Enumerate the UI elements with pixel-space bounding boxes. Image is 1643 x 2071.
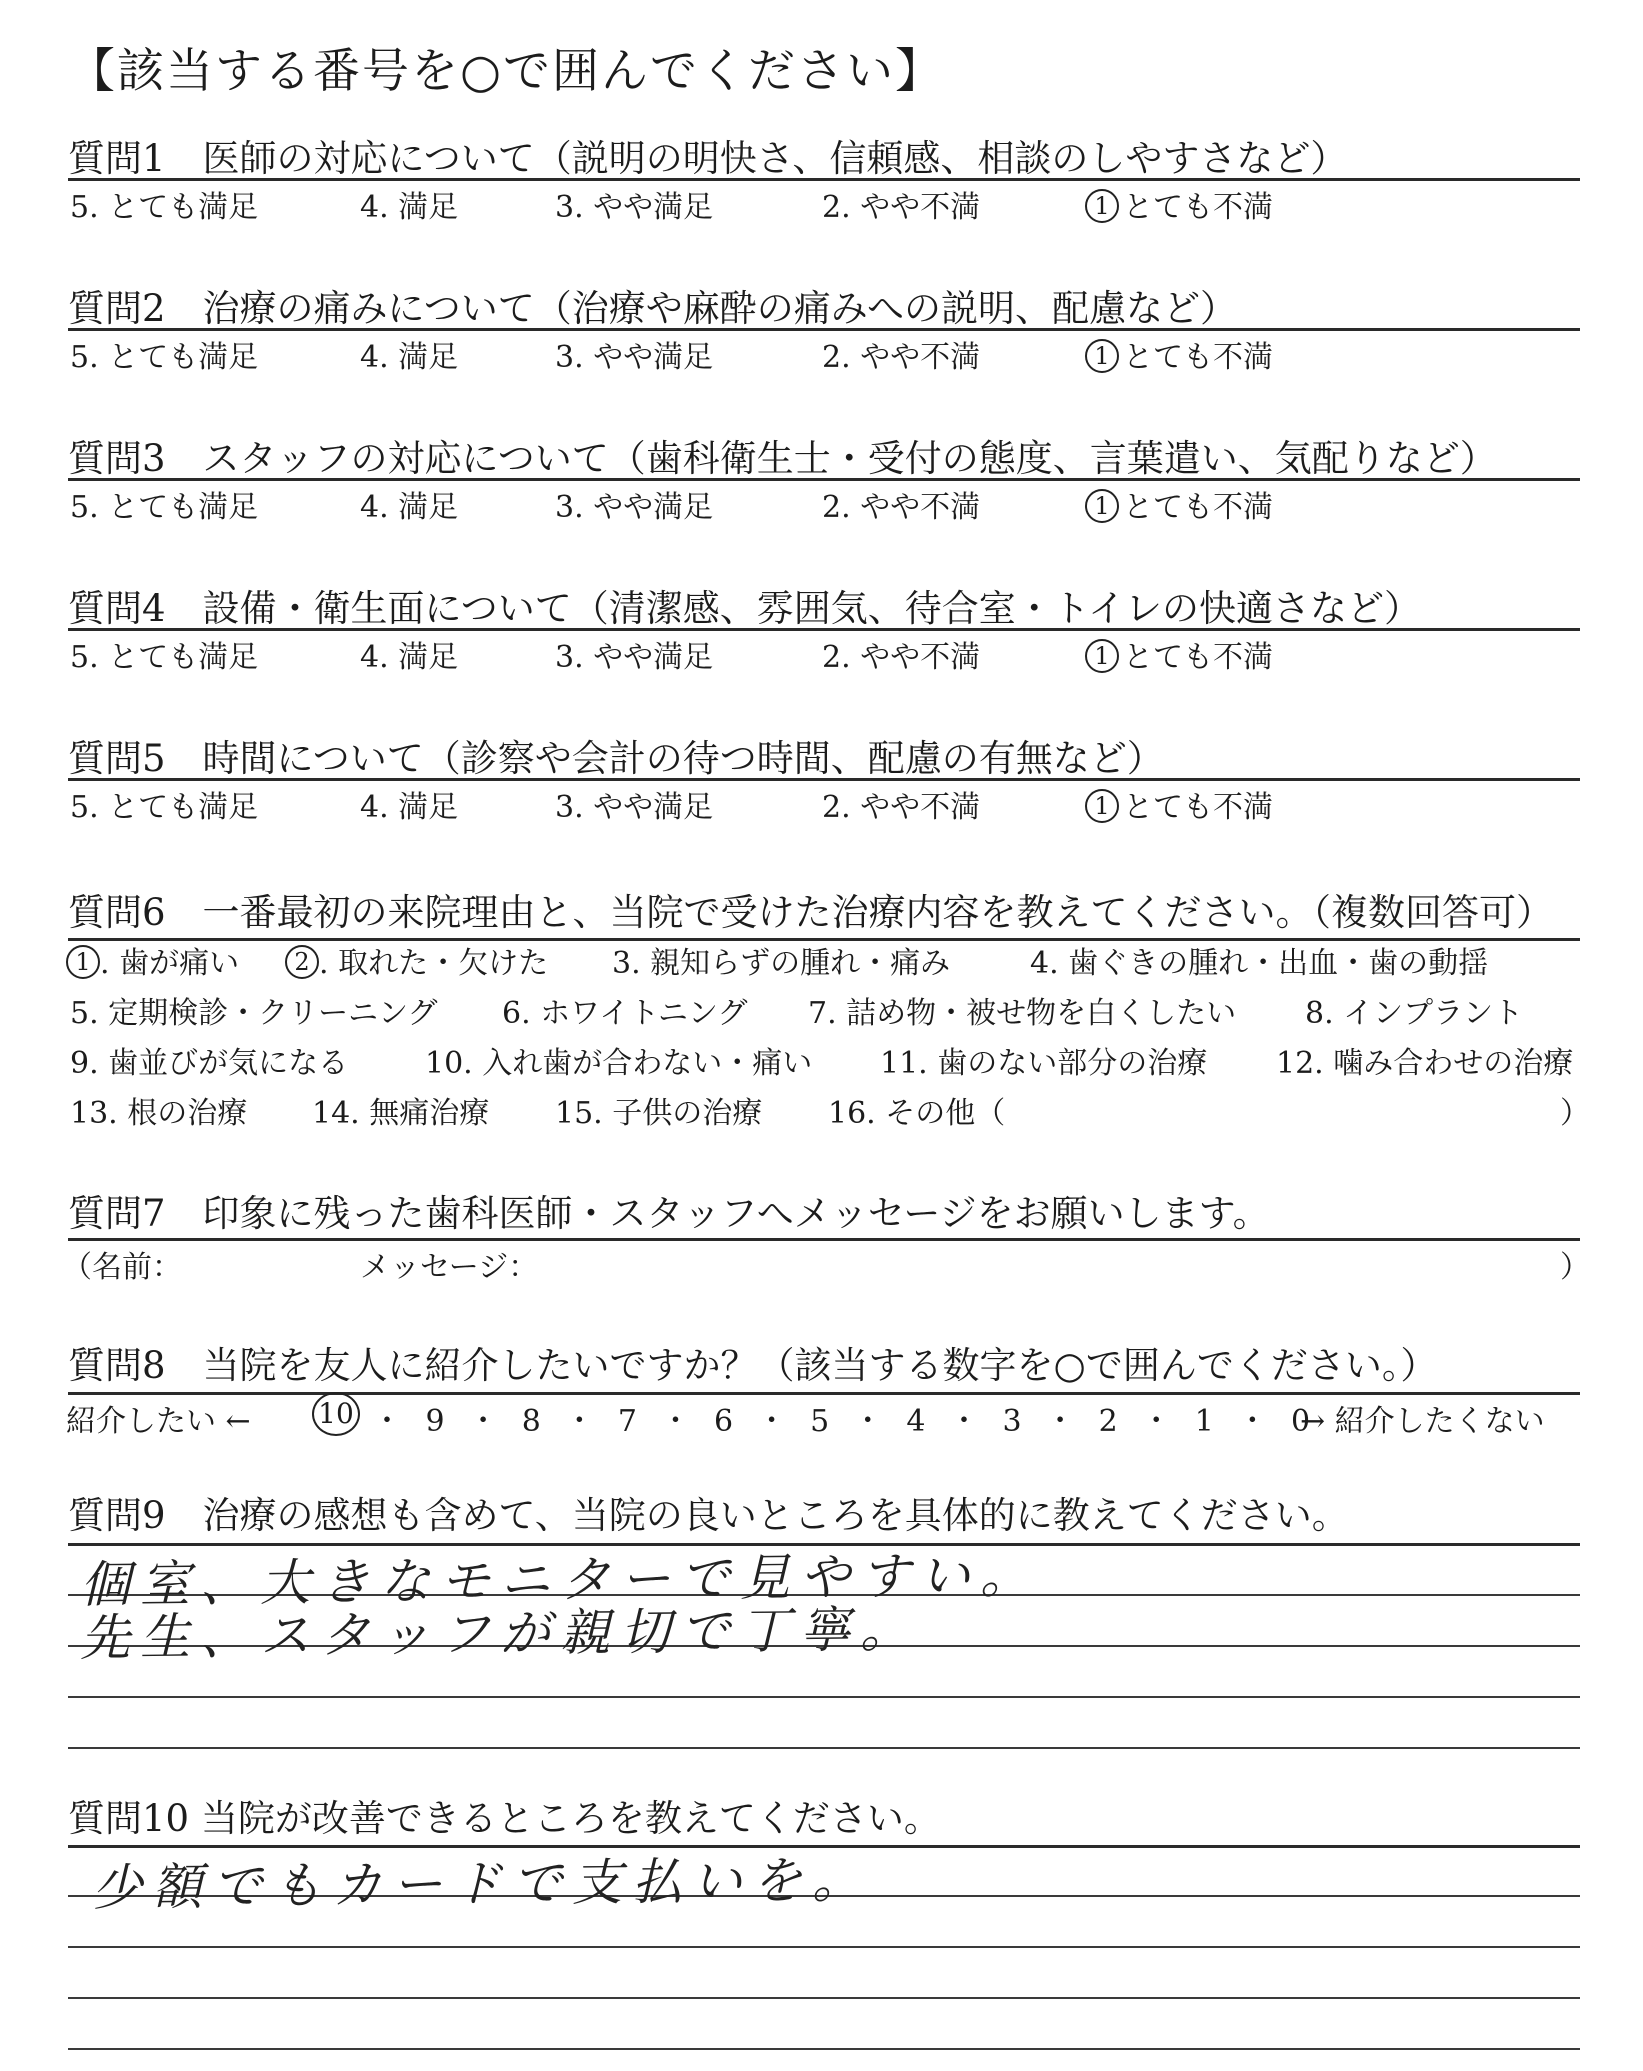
- q5-option-5[interactable]: 5. とても満足: [70, 790, 259, 825]
- q2-heading: 質問2 治療の痛みについて（治療や麻酔の痛みへの説明、配慮など）: [68, 287, 1238, 330]
- option-label: とても不満: [1123, 340, 1273, 375]
- option-label: 3. 親知らずの腫れ・痛み: [612, 946, 951, 981]
- q9-handwritten-answer-1: 個室、大きなモニターで見やすい。: [79, 1545, 1041, 1614]
- q4-option-1-selected[interactable]: [1085, 632, 1273, 676]
- q4-option-2[interactable]: 2. やや不満: [822, 640, 981, 675]
- q9-answer-line-4: [68, 1747, 1580, 1749]
- q6-option-16[interactable]: 16. その他（: [828, 1096, 1006, 1131]
- q2-option-2[interactable]: 2. やや不満: [822, 340, 981, 375]
- q8-rule: [68, 1392, 1580, 1395]
- q5-option-2[interactable]: 2. やや不満: [822, 790, 981, 825]
- selection-circle: 1: [66, 945, 100, 979]
- q7-message-label: メッセージ：: [360, 1250, 539, 1285]
- q5-option-4[interactable]: 4. 満足: [360, 790, 459, 825]
- q4-option-4[interactable]: 4. 満足: [360, 640, 459, 675]
- q5-heading: 質問5 時間について（診察や会計の待つ時間、配慮の有無など）: [68, 737, 1164, 780]
- q7-name-label: （名前：: [62, 1250, 182, 1285]
- q3-option-5[interactable]: 5. とても満足: [70, 490, 259, 525]
- q10-answer-line-4: [68, 2048, 1580, 2050]
- selection-circle: 1: [1085, 639, 1119, 673]
- q8-selected-score[interactable]: [312, 1392, 360, 1436]
- q3-option-1-selected[interactable]: [1085, 482, 1273, 526]
- q9-handwritten-answer-2: 先生、スタッフが親切で丁寧。: [79, 1600, 921, 1667]
- q6-heading: 質問6 一番最初の来院理由と、当院で受けた治療内容を教えてください。（複数回答可）: [68, 891, 1554, 934]
- q7-close: ）: [1560, 1250, 1590, 1285]
- q4-heading: 質問4 設備・衛生面について（清潔感、雰囲気、待合室・トイレの快適さなど）: [68, 587, 1421, 630]
- q2-option-3[interactable]: 3. やや満足: [555, 340, 714, 375]
- selection-circle: 1: [1085, 789, 1119, 823]
- q8-right-label: → 紹介したくない: [1300, 1404, 1545, 1439]
- selection-circle: 1: [1085, 189, 1119, 223]
- q6-option-12[interactable]: 12. 噛み合わせの治療: [1276, 1046, 1574, 1081]
- q6-option-5[interactable]: 5. 定期検診・クリーニング: [70, 996, 438, 1031]
- q9-heading: 質問9 治療の感想も含めて、当院の良いところを具体的に教えてください。: [68, 1494, 1349, 1537]
- q3-option-2[interactable]: 2. やや不満: [822, 490, 981, 525]
- q6-option-8[interactable]: 8. インプラント: [1305, 996, 1524, 1031]
- q3-option-3[interactable]: 3. やや満足: [555, 490, 714, 525]
- q2-rule: [68, 328, 1580, 331]
- page-title: 【該当する番号を○で囲んでください】: [68, 44, 945, 99]
- q6-option-13[interactable]: 13. 根の治療: [70, 1096, 248, 1131]
- q3-option-4[interactable]: 4. 満足: [360, 490, 459, 525]
- q10-handwritten-answer-1: 少額でもカードで支払いを。: [91, 1850, 873, 1917]
- option-label: 4. 歯ぐきの腫れ・出血・歯の動揺: [1030, 946, 1489, 981]
- q10-heading: 質問10 当院が改善できるところを教えてください。: [68, 1797, 941, 1840]
- q4-option-3[interactable]: 3. やや満足: [555, 640, 714, 675]
- q8-selected-circle: 10: [312, 1392, 360, 1436]
- q2-option-5[interactable]: 5. とても満足: [70, 340, 259, 375]
- q6-other-close: ）: [1560, 1096, 1590, 1131]
- option-label: とても不満: [1123, 490, 1273, 525]
- q9-answer-line-3: [68, 1696, 1580, 1698]
- q3-rule: [68, 478, 1580, 481]
- q1-option-4[interactable]: 4. 満足: [360, 190, 459, 225]
- q1-rule: [68, 178, 1580, 181]
- q1-option-5[interactable]: 5. とても満足: [70, 190, 259, 225]
- selection-circle: 1: [1085, 489, 1119, 523]
- option-label: . 取れた・欠けた: [319, 946, 549, 981]
- option-label: . 歯が痛い: [100, 946, 240, 981]
- q5-option-3[interactable]: 3. やや満足: [555, 790, 714, 825]
- q3-heading: 質問3 スタッフの対応について（歯科衛生士・受付の態度、言葉遣い、気配りなど）: [68, 437, 1497, 480]
- q1-option-2[interactable]: 2. やや不満: [822, 190, 981, 225]
- q7-heading: 質問7 印象に残った歯科医師・スタッフへメッセージをお願いします。: [68, 1192, 1270, 1235]
- q6-option-2[interactable]: [285, 938, 548, 982]
- selection-circle: 2: [285, 945, 319, 979]
- option-label: とても不満: [1123, 790, 1273, 825]
- q6-option-4[interactable]: [1030, 938, 1488, 982]
- q2-option-4[interactable]: 4. 満足: [360, 340, 459, 375]
- q6-option-9[interactable]: 9. 歯並びが気になる: [70, 1046, 349, 1081]
- q5-rule: [68, 778, 1580, 781]
- q8-heading: 質問8 当院を友人に紹介したいですか？（該当する数字を○で囲んでください。）: [68, 1344, 1438, 1387]
- q8-scale: ・ 9 ・ 8 ・ 7 ・ 6 ・ 5 ・ 4 ・ 3 ・ 2 ・ 1 ・ 0: [372, 1404, 1318, 1439]
- q4-rule: [68, 628, 1580, 631]
- selection-circle: 1: [1085, 339, 1119, 373]
- option-label: とても不満: [1123, 640, 1273, 675]
- q6-option-1[interactable]: [66, 938, 239, 982]
- q4-option-5[interactable]: 5. とても満足: [70, 640, 259, 675]
- q10-answer-line-3: [68, 1997, 1580, 1999]
- q6-option-3[interactable]: [612, 938, 950, 982]
- q7-rule: [68, 1238, 1580, 1241]
- q6-option-14[interactable]: 14. 無痛治療: [312, 1096, 490, 1131]
- q8-left-label: 紹介したい ←: [66, 1404, 251, 1439]
- q1-option-1-selected[interactable]: [1085, 182, 1273, 226]
- q5-option-1-selected[interactable]: [1085, 782, 1273, 826]
- q6-option-15[interactable]: 15. 子供の治療: [555, 1096, 763, 1131]
- option-label: とても不満: [1123, 190, 1273, 225]
- q6-option-11[interactable]: 11. 歯のない部分の治療: [880, 1046, 1208, 1081]
- q6-option-7[interactable]: 7. 詰め物・被せ物を白くしたい: [808, 996, 1237, 1031]
- q6-option-6[interactable]: 6. ホワイトニング: [502, 996, 748, 1031]
- q1-option-3[interactable]: 3. やや満足: [555, 190, 714, 225]
- q1-heading: 質問1 医師の対応について（説明の明快さ、信頼感、相談のしやすさなど）: [68, 137, 1348, 180]
- q10-answer-line-2: [68, 1946, 1580, 1948]
- q2-option-1-selected[interactable]: [1085, 332, 1273, 376]
- q6-option-10[interactable]: 10. 入れ歯が合わない・痛い: [425, 1046, 813, 1081]
